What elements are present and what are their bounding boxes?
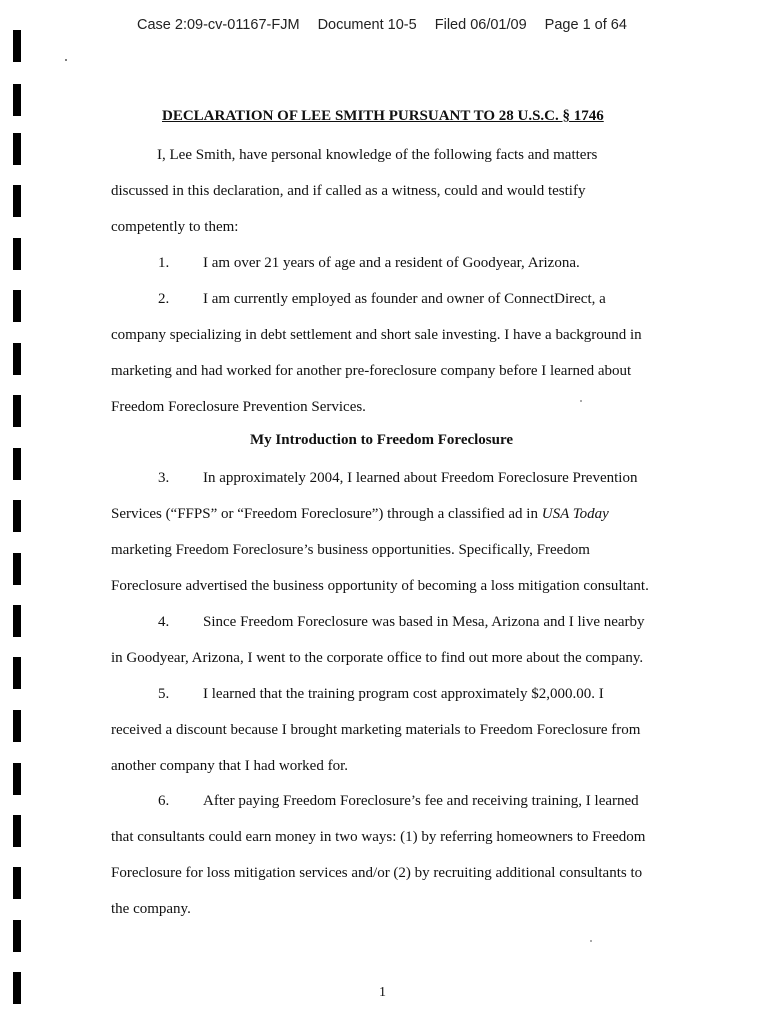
page-count: Page 1 of 64 — [544, 17, 627, 33]
margin-mark — [13, 815, 21, 847]
margin-mark — [13, 763, 21, 795]
case-number: Case 2:09-cv-01167-FJM — [137, 17, 300, 33]
scan-speck — [580, 400, 582, 402]
margin-mark — [13, 920, 21, 952]
filed-date: Filed 06/01/09 — [434, 17, 527, 33]
paragraph-line: company specializing in debt settlement and short sale investing. I have a background in — [111, 327, 642, 343]
margin-mark — [13, 30, 21, 62]
paragraph-line-text: Services (“FFPS” or “Freedom Foreclosure”) through a classified ad in — [111, 506, 538, 522]
margin-mark — [13, 553, 21, 585]
paragraph-line: received a discount because I brought marketing materials to Freedom Foreclosure from — [111, 722, 641, 738]
intro-line: I, Lee Smith, have personal knowledge of the following facts and matters — [157, 147, 598, 163]
document-number: Document 10-5 — [317, 17, 417, 33]
paragraph-line: that consultants could earn money in two ways: (1) by referring homeowners to Freedom — [111, 829, 646, 845]
margin-mark — [13, 343, 21, 375]
page-number: 1 — [379, 985, 386, 1000]
paragraph-line: Freedom Foreclosure Prevention Services. — [111, 399, 366, 415]
margin-mark — [13, 500, 21, 532]
declaration-title: DECLARATION OF LEE SMITH PURSUANT TO 28 U.S.C. § 1746 — [162, 108, 604, 124]
paragraph-number: 2. — [158, 291, 170, 307]
margin-mark — [13, 395, 21, 427]
margin-mark — [13, 605, 21, 637]
margin-mark — [13, 972, 21, 1004]
paragraph-line: I am over 21 years of age and a resident of Goodyear, Arizona. — [203, 255, 580, 271]
margin-mark — [13, 657, 21, 689]
paragraph-line: marketing and had worked for another pre-foreclosure company before I learned about — [111, 363, 632, 379]
scan-speck — [590, 940, 592, 942]
paragraph-line: in Goodyear, Arizona, I went to the corporate office to find out more about the company. — [111, 650, 644, 666]
paragraph-number: 6. — [158, 793, 170, 809]
scan-margin-marks — [13, 0, 23, 1024]
paragraph-line: I am currently employed as founder and owner of ConnectDirect, a — [203, 291, 606, 307]
paragraph-line: another company that I had worked for. — [111, 758, 349, 774]
scan-speck — [65, 59, 67, 61]
paragraph-line: Foreclosure for loss mitigation services and/or (2) by recruiting additional consultants to — [111, 865, 643, 881]
paragraph-line: I learned that the training program cost approximately $2,000.00. I — [203, 686, 604, 702]
margin-mark — [13, 185, 21, 217]
paragraph-line: In approximately 2004, I learned about Freedom Foreclosure Prevention — [203, 470, 638, 486]
paragraph-number: 3. — [158, 470, 170, 486]
section-heading: My Introduction to Freedom Foreclosure — [250, 432, 514, 448]
margin-mark — [13, 133, 21, 165]
paragraph-number: 5. — [158, 686, 170, 702]
intro-line: competently to them: — [111, 219, 239, 235]
margin-mark — [13, 238, 21, 270]
margin-mark — [13, 867, 21, 899]
paragraph-line: marketing Freedom Foreclosure’s business opportunities. Specifically, Freedom — [111, 542, 590, 558]
paragraph-line — [111, 505, 609, 523]
paragraph-number: 4. — [158, 614, 170, 630]
case-header — [137, 17, 641, 33]
margin-mark — [13, 448, 21, 480]
paragraph-number: 1. — [158, 255, 170, 271]
paragraph-line: After paying Freedom Foreclosure’s fee and receiving training, I learned — [203, 793, 639, 809]
paragraph-line: Since Freedom Foreclosure was based in Mesa, Arizona and I live nearby — [203, 614, 645, 630]
margin-mark — [13, 84, 21, 116]
publication-name: USA Today — [541, 506, 609, 522]
intro-line: discussed in this declaration, and if called as a witness, could and would testify — [111, 183, 586, 199]
margin-mark — [13, 290, 21, 322]
paragraph-line: Foreclosure advertised the business opportunity of becoming a loss mitigation consultant. — [111, 578, 649, 594]
margin-mark — [13, 710, 21, 742]
paragraph-line: the company. — [111, 901, 191, 917]
